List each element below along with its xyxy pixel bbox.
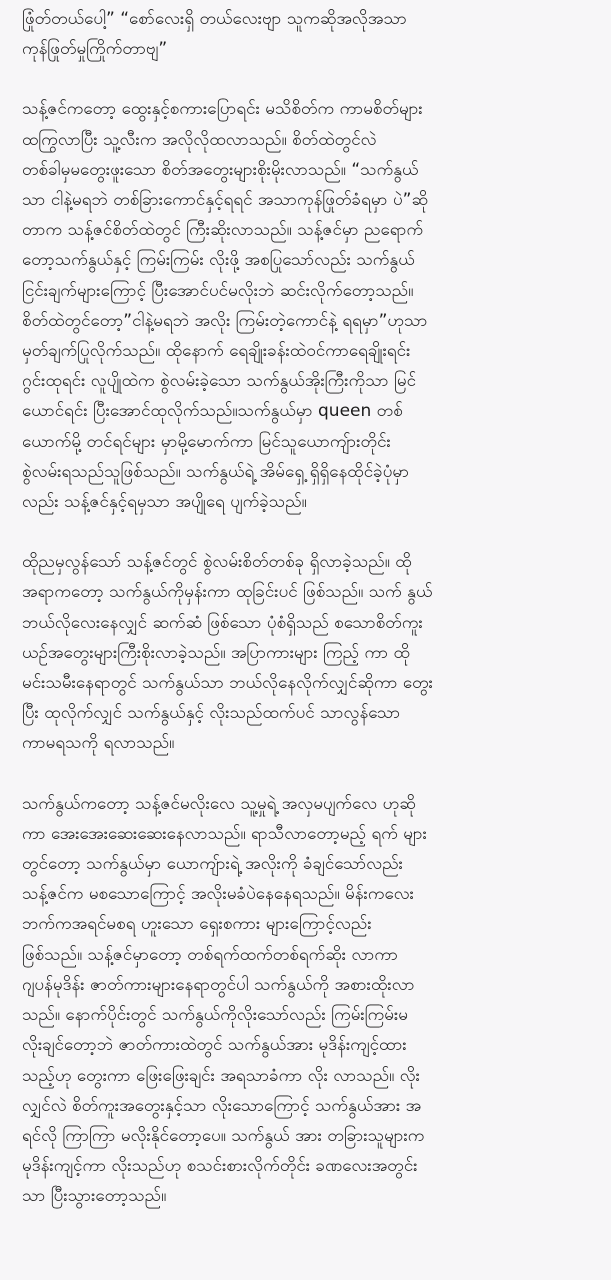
text-line: ယောက်မို့ တင်ရင်များ မှာမို့မောက်ကာ မြင်သူယောကျ်ားတိုင်း bbox=[22, 431, 391, 452]
text-line: ဂျပန်မုဒိန်း ဇာတ်ကားများနေရာတွင်ပါ သက်နွယ်ကို အစားထိုးလာ bbox=[22, 974, 415, 995]
text-line: ဘယ်လိုလေးနေလျှင် ဆက်ဆံ ဖြစ်သော ပုံစံရှိသည် စသောစိတ်ကူး bbox=[22, 612, 423, 633]
text-line: ထကြွလာပြီး သူ့လီးက အလိုလိုထလာသည်။ စိတ်ထဲတွင်လဲ bbox=[22, 129, 377, 150]
text-line: သန့်ဇင်ကတော့ ထွေးနှင့်စကားပြောရင်း မသိစိတ်က ကာမစိတ်များ bbox=[22, 99, 423, 120]
article-body bbox=[22, 4, 593, 1212]
text-line: လိုးချင်တော့ဘဲ ဇာတ်ကားထဲတွင် သက်နွယ်အား မုဒိန်းကျင့်ထား bbox=[22, 1035, 407, 1056]
text-line: သက်နွယ်ကတော့ သန့်ဇင်မလိုးလေ သူ့မှုရဲ့ အလှမပျက်လေ ဟုဆို bbox=[22, 793, 416, 814]
text-line: ဖြစ်သည်။ သန့်ဇင်မှာတော့ တစ်ရက်ထက်တစ်ရက်ဆိုး လာကာ bbox=[22, 944, 399, 965]
text-line: လျှင်လဲ စိတ်ကူးအတွေးနှင့်သာ လိုးသောကြောင့် သက်နွယ်အား အ bbox=[22, 1095, 422, 1116]
text-line: သာ ပြီးသွားတော့သည်။ bbox=[22, 1186, 167, 1207]
text-line: စိတ်ထဲတွင်တော့”ငါနဲ့မရဘဲ အလိုး ကြမ်းတဲ့ကောင်နဲ့ ရရမှာ”ဟုသာ bbox=[22, 310, 428, 331]
text-line: ယဉ်အတွေးများကြီးစိုးလာခဲ့သည်။ အပြာကားများ ကြည့် ကာ ထို bbox=[22, 642, 410, 663]
text-line: ကုန်ဖြုတ်မှုကြိုက်တာဗျ” bbox=[22, 39, 168, 60]
paragraph-gap bbox=[22, 64, 593, 94]
text-line: တစ်ခါမှမတွေးဖူးသော စိတ်အတွေးများစိုးမိုးလာသည်။ “သက်နွယ် bbox=[22, 159, 419, 180]
text-line: ဘက်ကအရင်မစရ ဟူးသော ရှေးစကား များကြောင့်လည်း bbox=[22, 914, 372, 935]
text-line: ငြင်းချက်များကြောင့် ပြီးအောင်ပင်မလိုးဘဲ ဆင်းလိုက်တော့သည်။ bbox=[22, 280, 414, 301]
text-line: တော့သက်နွယ်နှင့် ကြမ်းကြမ်း လိုးဖို့ အစပြုသော်လည်း သက်နွယ် bbox=[22, 250, 415, 271]
paragraph bbox=[22, 547, 593, 758]
text-line: ဖြုံတ်တယ်ပေါ့” “စော်လေးရှိ တယ်လေးဗျာ သူကဆိုအလိုအသာ bbox=[22, 9, 407, 29]
text-line: မုဒိန်းကျင့်ကာ လိုးသည်ဟု စသင်းစားလိုက်တိုင်း ခဏလေးအတွင်း bbox=[22, 1156, 418, 1177]
paragraph bbox=[22, 4, 593, 64]
text-line: သည်။ နောက်ပိုင်းတွင် သက်နွယ်ကိုလိုးသော်လည်း ကြမ်းကြမ်းမ bbox=[22, 1005, 408, 1026]
text-line: တွင်တော့ သက်နွယ်မှာ ယောကျ်ားရဲ့ အလိုးကို ခံချင်သော်လည်း bbox=[22, 854, 403, 875]
paragraph bbox=[22, 94, 593, 517]
paragraph-gap bbox=[22, 759, 593, 789]
paragraph-gap bbox=[22, 517, 593, 547]
text-line: သာ ငါနဲ့မရဘဲ တစ်ခြားကောင်နှင့်ရရင် အသာကုန်ဖြုတ်ခံရမှာ ပဲ”ဆို bbox=[22, 190, 428, 211]
paragraph bbox=[22, 789, 593, 1212]
text-line: ရင်လို ကြာကြာ မလိုးနိုင်တော့ပေ။ သက်နွယ် အား တခြားသူများက bbox=[22, 1125, 425, 1146]
text-line: သည့်ဟု တွေးကာ ဖြေးဖြေးချင်း အရသာခံကာ လိုး လာသည်။ လိုး bbox=[22, 1065, 420, 1086]
text-line: ကာမရသကို ရလာသည်။ bbox=[22, 733, 175, 754]
text-line: လည်း သန့်ဇင်နှင့်ရမှသာ အပျိုရေ ပျက်ခဲ့သည်။ bbox=[22, 492, 307, 513]
text-line: ဂွင်းထုရင်း လူပျိုထဲက စွဲလမ်းခဲ့သော သက်နွယ်အိုးကြီးကိုသာ မြင် bbox=[22, 371, 417, 392]
text-line: စွဲလမ်းရသည်သူဖြစ်သည်။ သက်နွယ်ရဲ့ အိမ်ရှေ့ ရှိရှိနေထိုင်ခဲ့ပုံမှာ bbox=[22, 461, 410, 482]
text-line: ထိုညမှလွန်သော် သန့်ဇင်တွင် စွဲလမ်းစိတ်တစ်ခု ရှိလာခဲ့သည်။ ထို bbox=[22, 552, 412, 573]
text-line: ကာ အေးအေးဆေးဆေးနေလာသည်။ ရာသီလာတော့မည့် ရက် များ bbox=[22, 823, 427, 844]
text-line: သန့်ဇင်က မစသောကြောင့် အလိုးမခံပဲနေနေရသည်။ မိန်းကလေး bbox=[22, 884, 414, 905]
text-line: မင်းသမီးနေရာတွင် သက်နွယ်သာ ဘယ်လိုနေလိုက်လျှင်ဆိုကာ တွေး bbox=[22, 673, 433, 694]
text-line: ယောင်ရင်း ပြီးအောင်ထုလိုက်သည်။သက်နွယ်မှာ queen တစ် bbox=[22, 401, 403, 422]
text-line: အရာကတော့ သက်နွယ်ကိုမှန်းကာ ထုခြင်းပင် ဖြစ်သည်။ သက် နွယ် bbox=[22, 582, 433, 603]
text-line: ပြီး ထုလိုက်လျှင် သက်နွယ်နှင့် လိုးသည်ထက်ပင် သာလွန်သော bbox=[22, 703, 401, 724]
text-line: တာက သန့်ဇင်စိတ်ထဲတွင် ကြီးဆိုးလာသည်။ သန့်ဇင်မှာ ညရောက် bbox=[22, 220, 424, 241]
text-line: မှတ်ချက်ပြုလိုက်သည်။ ထိုနောက် ရေချိုးခန်းထဲဝင်ကာရေချိုးရင်း bbox=[22, 341, 411, 362]
